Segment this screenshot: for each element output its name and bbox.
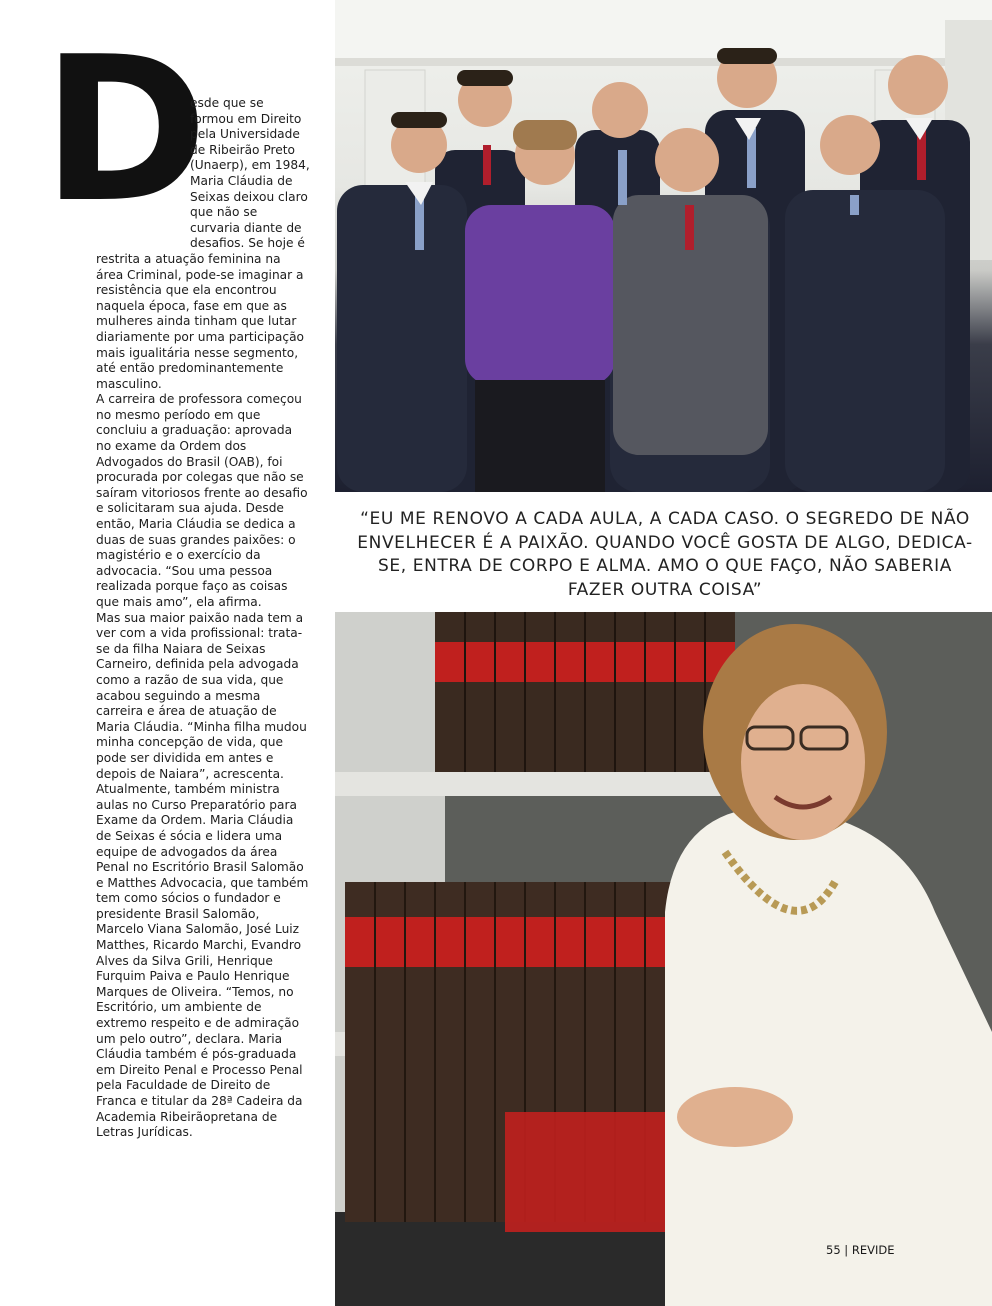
group-photo-illustration [335, 0, 992, 492]
portrait-photo [335, 612, 992, 1306]
page-number: 55 [826, 1243, 841, 1257]
page-folio [826, 1243, 894, 1257]
magazine-name: REVIDE [851, 1243, 895, 1257]
group-photo [335, 0, 992, 492]
folio-separator: | [844, 1243, 849, 1257]
paragraph-3: Mas sua maior paixão nada tem a ver com a vida profissional: trata-se da filha Naiara de Seixas Carneiro, definida pela advogada como a razão de sua vida, que acabou seguindo a mesma carreira e área de atuação de Maria Cláudia. “Minha filha mudou minha concepção de vida, que pode ser dividida em antes e depois de Naiara”, acrescenta. Atualmente, também ministra aulas no Curso Preparatório para Exame da Ordem. Maria Cláudia de Seixas é sócia e lidera uma equipe de advogados da área Penal no Escritório Brasil Salomão e Matthes Advocacia, que também tem como sócios o fundador e presidente Brasil Salomão, Marcelo Viana Salomão, José Luiz Matthes, Ricardo Marchi, Evandro Alves da Silva Grili, Henrique Furquim Paiva e Paulo Henrique Marques de Oliveira. “Temos, no Escritório, um ambiente de extremo respeito e de admiração um pelo outro”, declara. Maria Cláudia também é pós-graduada em Direito Penal e Processo Penal pela Faculdade de Direito de Franca e titular da 28ª Cadeira da Academia Ribeirãopretana de Letras Jurídicas. [96, 610, 309, 1140]
article-body [96, 96, 310, 1141]
drop-cap: D [42, 14, 205, 247]
paragraph-1: esde que se formou em Direito pela Universidade de Ribeirão Preto (Unaerp), em 1984, Maria Cláudia de Seixas deixou claro que não se curvaria diante de desafios. Se hoje é restrita a atuação feminina na área Criminal, pode-se imaginar a resistência que ela encontrou naquela época, fase em que as mulheres ainda tinham que lutar diariamente por uma participação mais igualitária nesse segmento, até então predominantemente masculino. [96, 96, 310, 391]
article-column [0, 0, 336, 1306]
pull-quote: “EU ME RENOVO A CADA AULA, A CADA CASO. O SEGREDO DE NÃO ENVELHECER É A PAIXÃO. QUANDO VOCÊ GOSTA DE ALGO, DEDICA-SE, ENTRA DE CORPO E ALMA. AMO O QUE FAÇO, NÃO SABERIA FAZER OUTRA COISA” [357, 509, 973, 600]
drop-cap-spacer [96, 96, 190, 242]
paragraph-2: A carreira de professora começou no mesmo período em que concluiu a graduação: aprovada no exame da Ordem dos Advogados do Brasil (OAB), foi procurada por colegas que não se saíram vitoriosos frente ao desafio e solicitaram sua ajuda. Desde então, Maria Cláudia se dedica a duas de suas grandes paixões: o magistério e o exercício da advocacia. “Sou uma pessoa realizada porque faço as coisas que mais amo”, ela afirma. [96, 392, 308, 609]
portrait-photo-illustration [335, 612, 992, 1306]
